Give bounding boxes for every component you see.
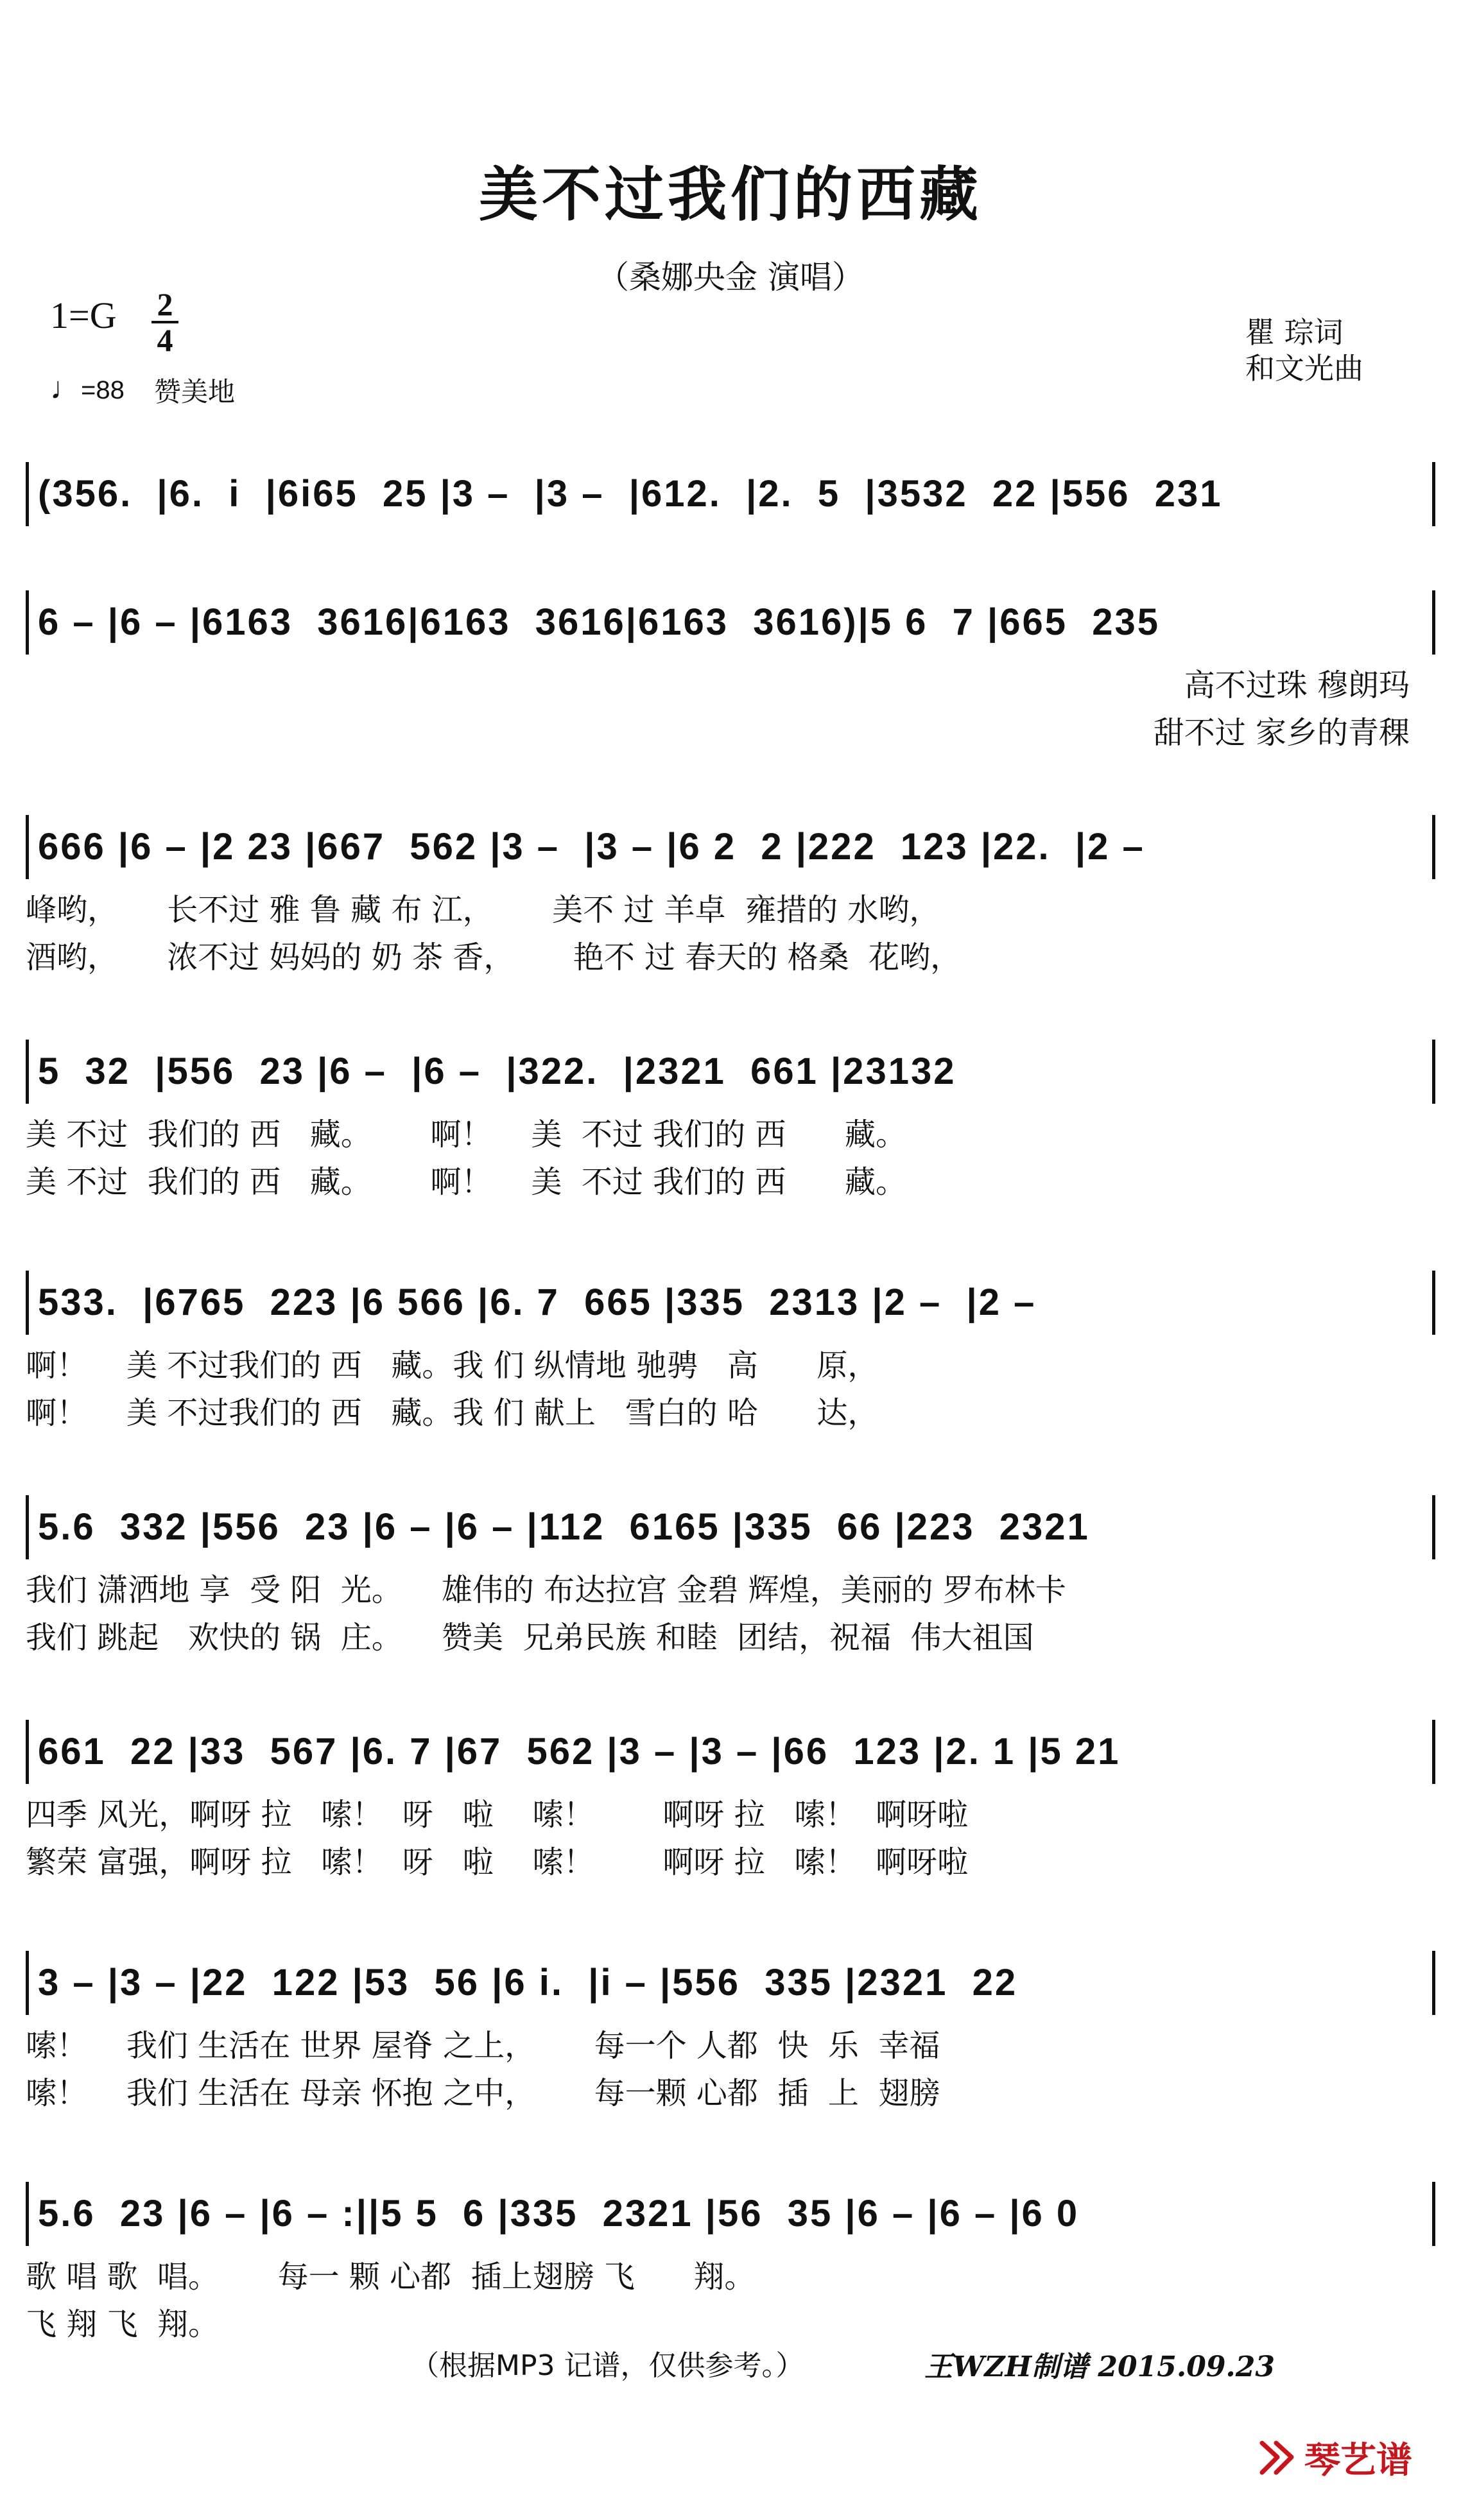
notation-line: 533. |6765 223 |6 566 |6. 7 665 |335 2313 |2 – |2 – <box>26 1271 1435 1335</box>
brand-logo <box>1258 2432 1412 2483</box>
key-signature: 1=G <box>50 295 117 336</box>
notation-line: 5 32 |556 23 |6 – |6 – |322. |2321 661 |23132 <box>26 1040 1435 1104</box>
transcription-note: （根据MP3 记谱，仅供参考。） <box>411 2349 804 2382</box>
lyrics-verse-2: 甜不过 家乡的青稞 <box>1153 715 1410 751</box>
time-top: 2 <box>157 286 173 322</box>
song-title: 美不过我们的西藏 <box>478 160 982 229</box>
performer: （桑娜央金 演唱） <box>597 259 864 296</box>
lyrics-verse-1: 啊！ 美 不过我们的 西 藏。我 们 纵情地 驰骋 高 原， <box>26 1348 879 1384</box>
notation-line: 5.6 332 |556 23 |6 – |6 – |112 6165 |335 66 |223 2321 <box>26 1495 1435 1559</box>
brand-name: 琴艺谱 <box>1304 2440 1412 2481</box>
lyrics-verse-1: 高不过珠 穆朗玛 <box>1184 667 1410 703</box>
lyricist-credit: 瞿 琮词 <box>1245 315 1344 350</box>
lyrics-verse-1: 美 不过 我们的 西 藏。 啊！ 美 不过 我们的 西 藏。 <box>26 1117 906 1153</box>
notation-line: 666 |6 – |2 23 |667 562 |3 – |3 – |6 2 2 |222 123 |22. |2 – <box>26 815 1435 879</box>
expression-mark: 赞美地 <box>154 376 236 407</box>
notation-line: 6 – |6 – |6163 3616|6163 3616|6163 3616)|5 6 7 |665 235 <box>26 590 1435 655</box>
lyrics-verse-1: 嗦！ 我们 生活在 世界 屋脊 之上， 每一个 人都 快 乐 幸福 <box>26 2028 940 2064</box>
lyrics-verse-2: 飞 翔 飞 翔。 <box>26 2306 220 2342</box>
lyrics-verse-1: 歌 唱 歌 唱。 每一 颗 心都 插上翅膀 飞 翔。 <box>26 2259 756 2295</box>
time-signature <box>149 286 181 358</box>
piano-logo-icon <box>1258 2438 1298 2478</box>
transcriber-signature: 王WZH制谱 2015.09.23 <box>924 2351 1275 2383</box>
lyrics-verse-2: 嗦！ 我们 生活在 母亲 怀抱 之中， 每一颗 心都 插 上 翅膀 <box>26 2075 940 2111</box>
quarter-note-icon: ♩ <box>50 372 81 406</box>
notation-line: 3 – |3 – |22 122 |53 56 |6 i. |i – |556 335 |2321 22 <box>26 1951 1435 2015</box>
tempo-value: =88 <box>81 376 125 404</box>
lyrics-verse-1: 我们 潇洒地 享 受 阳 光。 雄伟的 布达拉宫 金碧 辉煌，美丽的 罗布林卡 <box>26 1572 1066 1608</box>
notation-line: 5.6 23 |6 – |6 – :||5 5 6 |335 2321 |56 35 |6 – |6 – |6 0 <box>26 2182 1435 2246</box>
notation-line: 661 22 |33 567 |6. 7 |67 562 |3 – |3 – |66 123 |2. 1 |5 21 <box>26 1720 1435 1784</box>
tempo-mark <box>50 371 125 406</box>
lyrics-verse-2: 美 不过 我们的 西 藏。 啊！ 美 不过 我们的 西 藏。 <box>26 1164 906 1200</box>
lyrics-verse-2: 啊！ 美 不过我们的 西 藏。我 们 献上 雪白的 哈 达， <box>26 1395 879 1431</box>
notation-line: (356. |6. i |6i65 25 |3 – |3 – |612. |2. 5 |3532 22 |556 231 <box>26 462 1435 526</box>
lyrics-verse-1: 四季 风光，啊呀 拉 嗦！ 呀 啦 嗦！ 啊呀 拉 嗦！ 啊呀啦 <box>26 1797 968 1833</box>
time-bottom: 4 <box>157 322 173 358</box>
lyrics-verse-2: 酒哟， 浓不过 妈妈的 奶 茶 香， 艳不 过 春天的 格桑 花哟， <box>26 939 962 975</box>
lyrics-verse-2: 繁荣 富强，啊呀 拉 嗦！ 呀 啦 嗦！ 啊呀 拉 嗦！ 啊呀啦 <box>26 1844 968 1880</box>
lyrics-verse-1: 峰哟， 长不过 雅 鲁 藏 布 江， 美不 过 羊卓 雍措的 水哟， <box>26 892 940 928</box>
composer-credit: 和文光曲 <box>1245 351 1363 386</box>
lyrics-verse-2: 我们 跳起 欢快的 锅 庄。 赞美 兄弟民族 和睦 团结，祝福 伟大祖国 <box>26 1620 1034 1656</box>
